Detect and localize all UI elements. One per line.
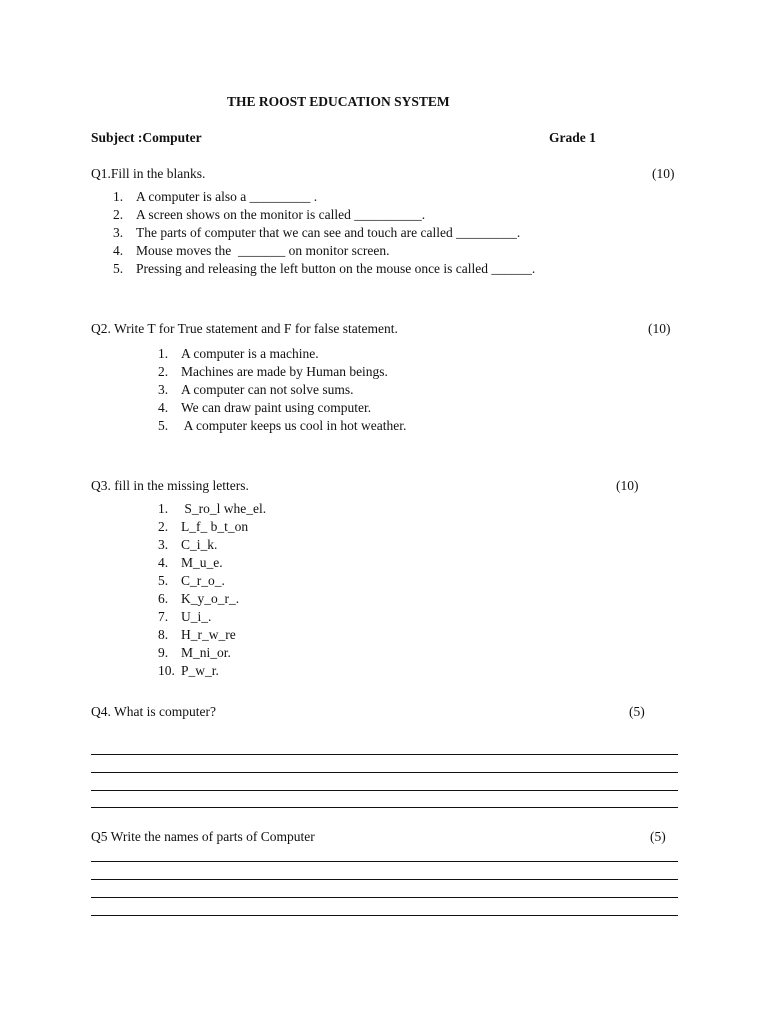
q3-item-text: M_ni_or. <box>181 645 231 660</box>
q5-answer-line <box>91 915 678 916</box>
q3-item-number: 6. <box>158 591 169 606</box>
q3-item <box>158 536 458 554</box>
q3-item-number: 4. <box>158 555 169 570</box>
q2-item <box>158 417 658 435</box>
q1-item-number: 3. <box>113 225 124 240</box>
q3-list <box>158 500 458 680</box>
q2-item-number: 5. <box>158 418 169 433</box>
q3-item-text: C_r_o_. <box>181 573 225 588</box>
q1-item-text: A computer is also a _________ . <box>136 189 318 204</box>
q2-item <box>158 345 658 363</box>
q1-item <box>113 188 673 206</box>
q1-item-text: The parts of computer that we can see and touch are called _________. <box>136 225 521 240</box>
q1-item <box>113 224 673 242</box>
q2-list <box>158 345 658 435</box>
q1-item-number: 2. <box>113 207 124 222</box>
q2-item <box>158 363 658 381</box>
q3-item <box>158 500 458 518</box>
q3-item-text: U_i_. <box>181 609 212 624</box>
q3-item-number: 10. <box>158 663 175 678</box>
q2-item-number: 3. <box>158 382 169 397</box>
q3-item-text: C_i_k. <box>181 537 218 552</box>
q3-item <box>158 626 458 644</box>
q1-marks: (10) <box>652 166 675 181</box>
q3-item-number: 8. <box>158 627 169 642</box>
q5-marks: (5) <box>650 829 666 844</box>
q2-item-text: We can draw paint using computer. <box>181 400 372 415</box>
q4-answer-line <box>91 807 678 808</box>
q3-item <box>158 644 458 662</box>
q3-heading: Q3. fill in the missing letters. <box>91 478 249 493</box>
q2-item-number: 4. <box>158 400 169 415</box>
q3-item-number: 9. <box>158 645 169 660</box>
q1-heading: Q1.Fill in the blanks. <box>91 166 206 181</box>
q1-item <box>113 260 673 278</box>
subject-label: Subject :Computer <box>91 130 202 145</box>
q3-item-text: K_y_o_r_. <box>181 591 240 606</box>
q2-item <box>158 399 658 417</box>
q3-item-number: 7. <box>158 609 169 624</box>
q5-answer-line <box>91 897 678 898</box>
q4-marks: (5) <box>629 704 645 719</box>
q2-item-text: Machines are made by Human beings. <box>181 364 388 379</box>
q2-item-text: A computer keeps us cool in hot weather. <box>181 418 407 433</box>
q2-item <box>158 381 658 399</box>
q4-heading: Q4. What is computer? <box>91 704 216 719</box>
q2-item-text: A computer can not solve sums. <box>181 382 354 397</box>
q3-item-text: L_f_ b_t_on <box>181 519 249 534</box>
q4-answer-line <box>91 772 678 773</box>
q5-heading: Q5 Write the names of parts of Computer <box>91 829 315 844</box>
q3-item-number: 3. <box>158 537 169 552</box>
q3-item-number: 5. <box>158 573 169 588</box>
q2-marks: (10) <box>648 321 671 336</box>
q1-item-text: A screen shows on the monitor is called __________. <box>136 207 426 222</box>
q1-item-text: Pressing and releasing the left button on the mouse once is called ______. <box>136 261 536 276</box>
q3-item <box>158 554 458 572</box>
q3-marks: (10) <box>616 478 639 493</box>
q3-item <box>158 608 458 626</box>
q1-item-number: 1. <box>113 189 124 204</box>
q5-answer-line <box>91 861 678 862</box>
q4-answer-line <box>91 754 678 755</box>
q4-answer-line <box>91 790 678 791</box>
q1-list <box>113 188 673 278</box>
document-title: THE ROOST EDUCATION SYSTEM <box>227 94 450 109</box>
q3-item <box>158 572 458 590</box>
q3-item-number: 1. <box>158 501 169 516</box>
q2-heading: Q2. Write T for True statement and F for false statement. <box>91 321 398 336</box>
q3-item-text: S_ro_l whe_el. <box>181 501 267 516</box>
q2-item-number: 1. <box>158 346 169 361</box>
q1-item <box>113 242 673 260</box>
q1-item-number: 5. <box>113 261 124 276</box>
q2-item-text: A computer is a machine. <box>181 346 319 361</box>
q3-item-text: P_w_r. <box>181 663 219 678</box>
q2-item-number: 2. <box>158 364 169 379</box>
q3-item-number: 2. <box>158 519 169 534</box>
q3-item <box>158 518 458 536</box>
q1-item <box>113 206 673 224</box>
q3-item-text: H_r_w_re <box>181 627 236 642</box>
q3-item <box>158 590 458 608</box>
q1-item-number: 4. <box>113 243 124 258</box>
q1-item-text: Mouse moves the _______ on monitor screen. <box>136 243 390 258</box>
q3-item-text: M_u_e. <box>181 555 223 570</box>
grade-label: Grade 1 <box>549 130 596 145</box>
q5-answer-line <box>91 879 678 880</box>
q3-item <box>158 662 458 680</box>
